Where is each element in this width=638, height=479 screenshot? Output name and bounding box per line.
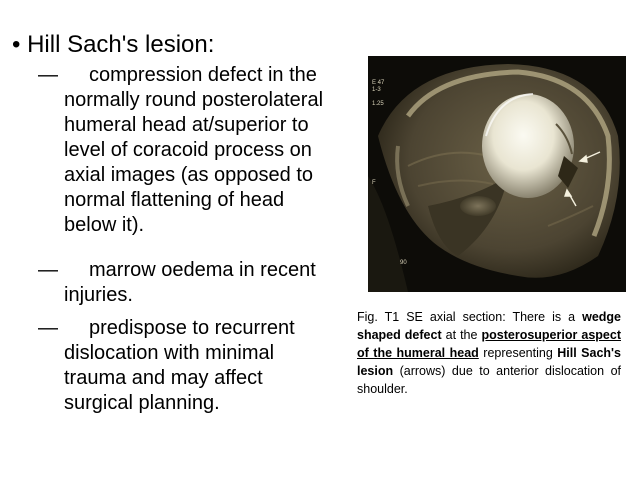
bullet-item-compression-defect (38, 63, 358, 238)
item-line: below it). (64, 214, 145, 236)
item-line: predispose to recurrent (89, 317, 295, 339)
item-line: surgical planning. (64, 392, 220, 414)
item-line: compression defect in the (89, 64, 317, 86)
bullet-item-marrow-oedema (38, 258, 358, 308)
mri-axial-image (368, 56, 626, 292)
item-line: normal flattening of head (64, 189, 285, 211)
mri-overlay-number: 90 (400, 260, 407, 266)
figure-caption: Fig. T1 SE axial section: There is a wedge shaped defect at the posterosuperior aspect of the humeral head representing Hill Sach's lesion (arrows) due to anterior dislocation of shoulder. (357, 310, 621, 396)
item-line: normally round posterolateral (64, 89, 324, 111)
mri-overlay-letter: F (372, 180, 376, 186)
item-line: marrow oedema in recent (89, 259, 316, 281)
mri-shoulder-graphic (368, 56, 626, 292)
slide-title: • Hill Sach's lesion: (12, 31, 215, 58)
mri-overlay-text: E 47 1-3 1.25 (372, 80, 385, 107)
dash-marker: — (38, 317, 58, 339)
item-line: level of coracoid process on (64, 139, 312, 161)
item-line: injuries. (64, 284, 133, 306)
item-line: dislocation with minimal (64, 342, 275, 364)
bullet-item-recurrent-dislocation (38, 316, 358, 416)
dash-marker: — (38, 64, 58, 86)
item-line: trauma and may affect (64, 367, 263, 389)
item-line: humeral head at/superior to (64, 114, 309, 136)
dash-marker: — (38, 259, 58, 281)
item-line: axial images (as opposed to (64, 164, 314, 186)
